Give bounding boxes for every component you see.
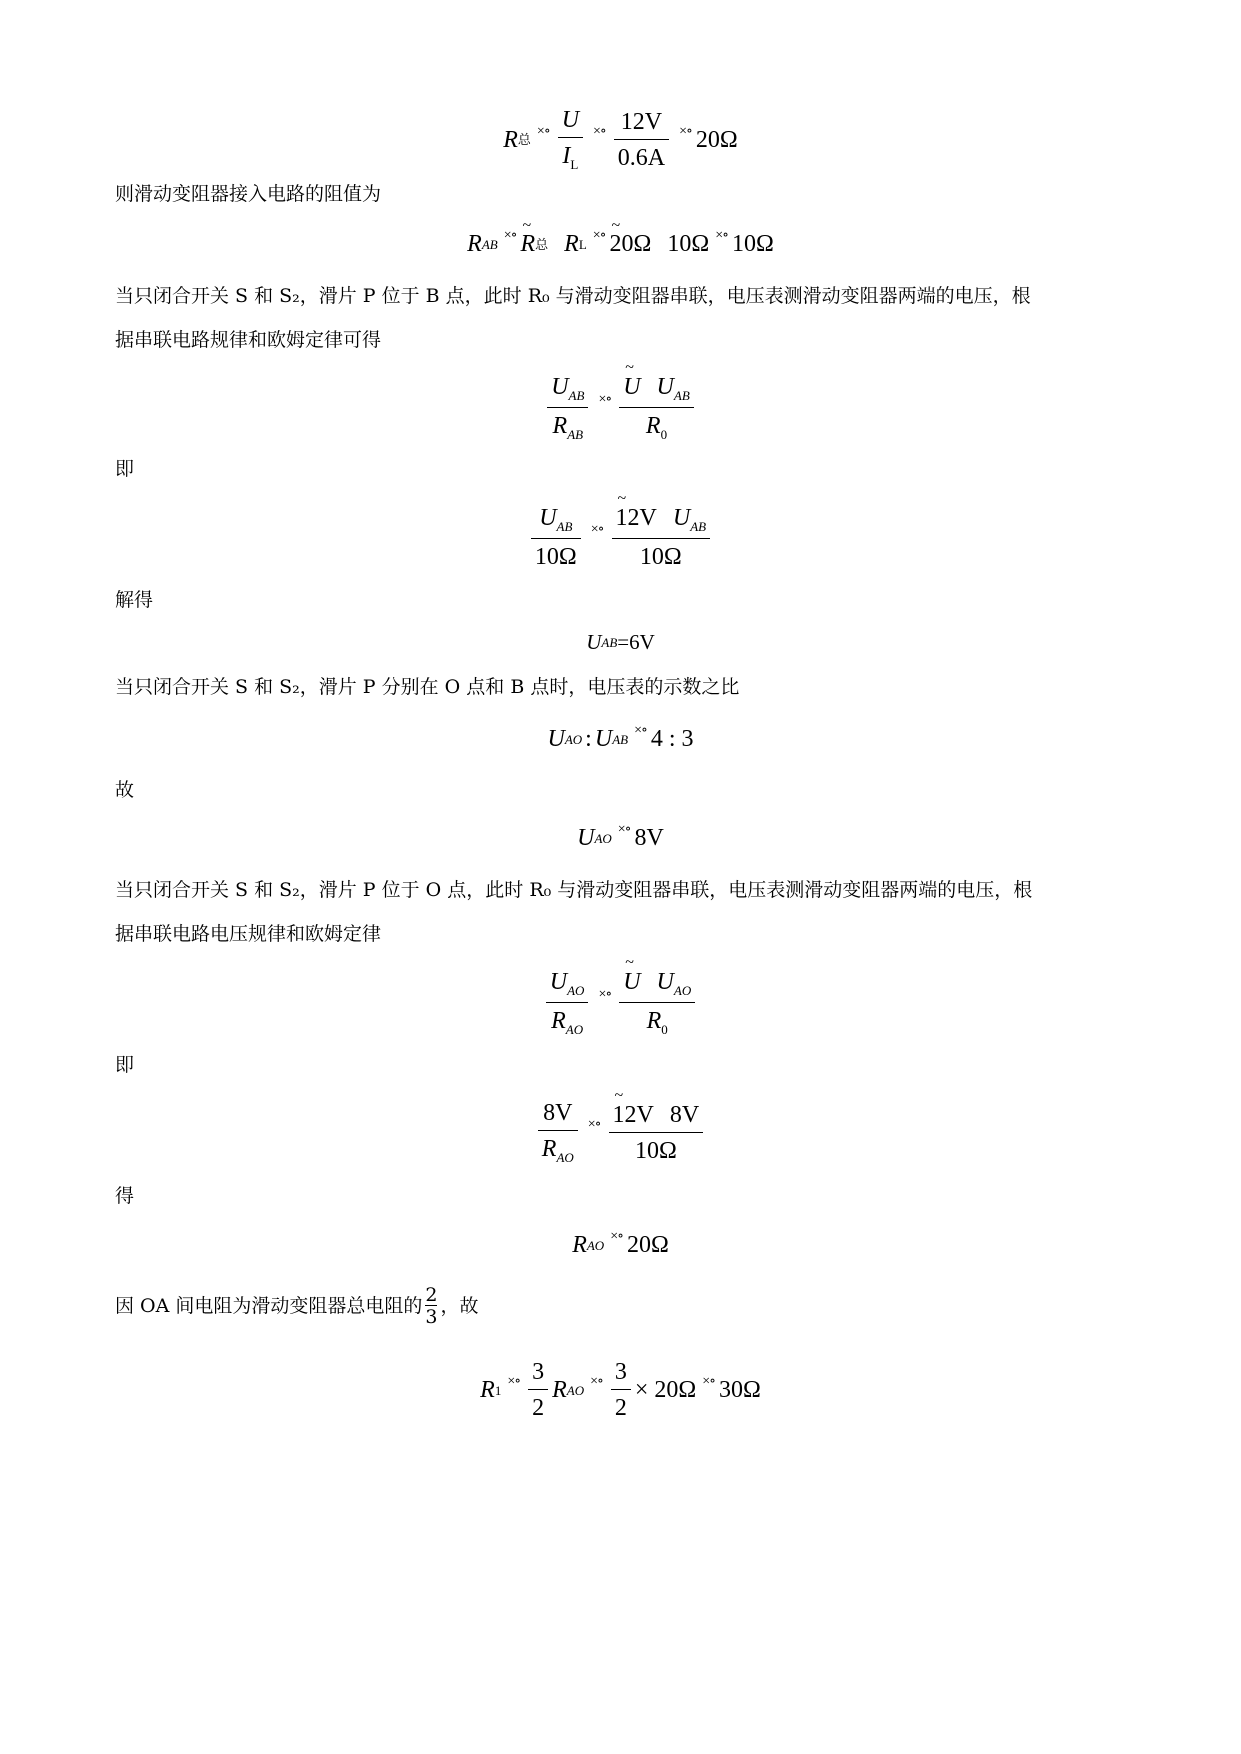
value: 10Ω [667, 231, 710, 257]
operator: ×∘ [679, 123, 692, 139]
symbol: R [646, 1008, 662, 1034]
denominator [546, 1002, 589, 1036]
subscript: AO [594, 830, 612, 846]
equation-ohm-ab [0, 375, 1241, 441]
symbol: I [562, 143, 571, 169]
equation-ohm-ao [0, 970, 1241, 1036]
numerator: 8V [543, 1100, 573, 1126]
numerator [547, 375, 588, 407]
symbol: R ~ [520, 232, 535, 256]
symbol: U [672, 505, 691, 531]
subscript: AB [673, 388, 690, 403]
inline-fraction [425, 1286, 437, 1327]
subscript: AB [612, 731, 629, 747]
fraction [619, 970, 695, 1036]
symbol: R [552, 413, 568, 439]
text-line: 故 [115, 779, 135, 801]
symbol: R [551, 1008, 566, 1034]
denominator: 2 [611, 1389, 631, 1420]
text-line: 解得 [115, 589, 154, 611]
operator: ×∘ [536, 123, 550, 139]
denominator [619, 1002, 695, 1036]
text-line: 即 [115, 1054, 135, 1076]
value: 12V ~ [616, 505, 657, 531]
subscript: 0 [660, 427, 668, 442]
equation-total-resistance [0, 108, 1241, 171]
result: 10Ω [732, 231, 774, 257]
result: =6V [617, 630, 655, 654]
numerator [612, 506, 711, 538]
symbol: U ~ [623, 374, 640, 400]
subscript: AO [556, 1150, 574, 1165]
equation-uao [0, 822, 1241, 851]
subscript: AO [586, 1237, 605, 1253]
text-line [115, 1286, 479, 1327]
text-segment: ，故 [440, 1295, 479, 1317]
text-line: 得 [115, 1185, 135, 1207]
fraction [619, 375, 694, 441]
symbol: R [645, 413, 661, 439]
symbol: R [541, 1136, 557, 1162]
text-line: 据串联电路规律和欧姆定律可得 [115, 329, 382, 351]
operator: ×∘ [587, 1116, 601, 1132]
text-line: 当只闭合开关 S 和 S₂，滑片 P 位于 B 点，此时 R₀ 与滑动变阻器串联，电压表测滑动变阻器两端的电压，根 [115, 285, 1031, 307]
fraction [528, 1360, 548, 1420]
subscript: 总 [517, 132, 531, 147]
denominator [558, 137, 583, 171]
subscript: AB [601, 635, 618, 650]
numerator: 3 [532, 1359, 545, 1385]
operator: ×∘ [593, 123, 606, 139]
colon: : [585, 726, 592, 752]
operator: ×∘ [598, 392, 612, 407]
result: 20Ω [626, 1232, 669, 1258]
numerator: 12V [620, 108, 663, 135]
value: 20Ω ~ [610, 232, 652, 256]
denominator: 2 [528, 1389, 548, 1420]
symbol: R [503, 126, 518, 153]
denominator: 3 [425, 1306, 438, 1328]
fraction [547, 375, 588, 441]
denominator: 10Ω [531, 538, 581, 569]
result: 8V [634, 825, 664, 851]
numerator [619, 970, 695, 1002]
value: 8V [669, 1101, 700, 1128]
subscript: AB [567, 427, 584, 442]
equation-uab-result [0, 632, 1241, 653]
subscript: AB [481, 236, 498, 252]
operator: ×∘ [507, 1374, 521, 1389]
text-segment: 因 OA 间电阻为滑动变阻器总电阻的 [115, 1295, 423, 1317]
symbol: R [572, 1232, 587, 1258]
symbol: U ~ [623, 969, 640, 995]
result: 4 : 3 [650, 726, 694, 752]
value: 12V ~ [613, 1102, 654, 1128]
denominator: 10Ω [609, 1132, 704, 1163]
text-line: 则滑动变阻器接入电路的阻值为 [115, 183, 382, 205]
numerator [546, 970, 589, 1002]
symbol: U [586, 630, 602, 654]
symbol: U [656, 374, 674, 400]
numerator: 2 [425, 1284, 438, 1306]
operator: ×∘ [617, 822, 631, 837]
operator: ×∘ [598, 987, 612, 1002]
subscript: AO [566, 1382, 585, 1398]
fraction [558, 108, 583, 171]
fraction [531, 506, 581, 569]
subscript: L [570, 157, 579, 172]
fraction [611, 1360, 631, 1420]
numerator: 3 [614, 1359, 627, 1385]
operator: ×∘ [503, 228, 517, 243]
numerator [619, 375, 694, 407]
operator: ×∘ [610, 1229, 623, 1244]
equation-ohm-ao-values [0, 1101, 1241, 1164]
denominator [619, 407, 694, 441]
symbol: R [480, 1377, 495, 1403]
subscript: AB [568, 388, 585, 403]
fraction [546, 970, 589, 1036]
operator: ×∘ [590, 521, 604, 537]
equation-ohm-ab-values [0, 506, 1241, 569]
equation-ratio [0, 723, 1241, 752]
fraction [538, 1101, 578, 1164]
numerator [609, 1103, 704, 1132]
symbol: R [552, 1377, 567, 1403]
symbol: U [594, 726, 613, 752]
fraction [609, 1103, 704, 1163]
subscript: AB [556, 519, 573, 534]
denominator [547, 407, 588, 441]
fraction [614, 110, 669, 170]
denominator: 10Ω [612, 538, 711, 569]
result: 30Ω [719, 1377, 761, 1403]
symbol: U [547, 726, 565, 752]
symbol: U [539, 505, 557, 531]
subscript: AO [673, 983, 692, 998]
value: × 20Ω [634, 1377, 697, 1403]
equation-rao [0, 1229, 1241, 1258]
symbol: U [549, 969, 568, 995]
text-line: 据串联电路电压规律和欧姆定律 [115, 923, 382, 945]
text-line: 即 [115, 458, 135, 480]
denominator: 0.6A [614, 139, 669, 170]
subscript: AO [564, 731, 583, 747]
operator: ×∘ [592, 228, 606, 243]
result: 20Ω [695, 126, 738, 153]
text-line: 当只闭合开关 S 和 S₂，滑片 P 位于 O 点，此时 R₀ 与滑动变阻器串联，电压表测滑动变阻器两端的电压，根 [115, 879, 1033, 901]
subscript: 总 [535, 236, 549, 252]
subscript: 0 [661, 1022, 668, 1037]
subscript: AB [690, 519, 707, 534]
symbol: U [656, 969, 674, 995]
subscript: L [578, 236, 587, 252]
numerator [535, 506, 576, 538]
text-line: 当只闭合开关 S 和 S₂，滑片 P 分别在 O 点和 B 点时，电压表的示数之比 [115, 676, 740, 698]
operator: ×∘ [715, 228, 728, 243]
operator: ×∘ [634, 723, 647, 738]
subscript: AO [567, 983, 585, 998]
fraction [612, 506, 711, 569]
symbol: U [551, 374, 569, 400]
subscript: AO [565, 1022, 584, 1037]
operator: ×∘ [590, 1374, 603, 1389]
equation-r1 [0, 1360, 1241, 1420]
numerator: U [561, 107, 580, 133]
symbol: U [577, 825, 595, 851]
equation-rab [0, 228, 1241, 257]
symbol: R [564, 231, 579, 257]
denominator [538, 1130, 578, 1164]
operator: ×∘ [702, 1374, 715, 1389]
subscript: 1 [494, 1382, 502, 1398]
symbol: R [467, 231, 482, 257]
